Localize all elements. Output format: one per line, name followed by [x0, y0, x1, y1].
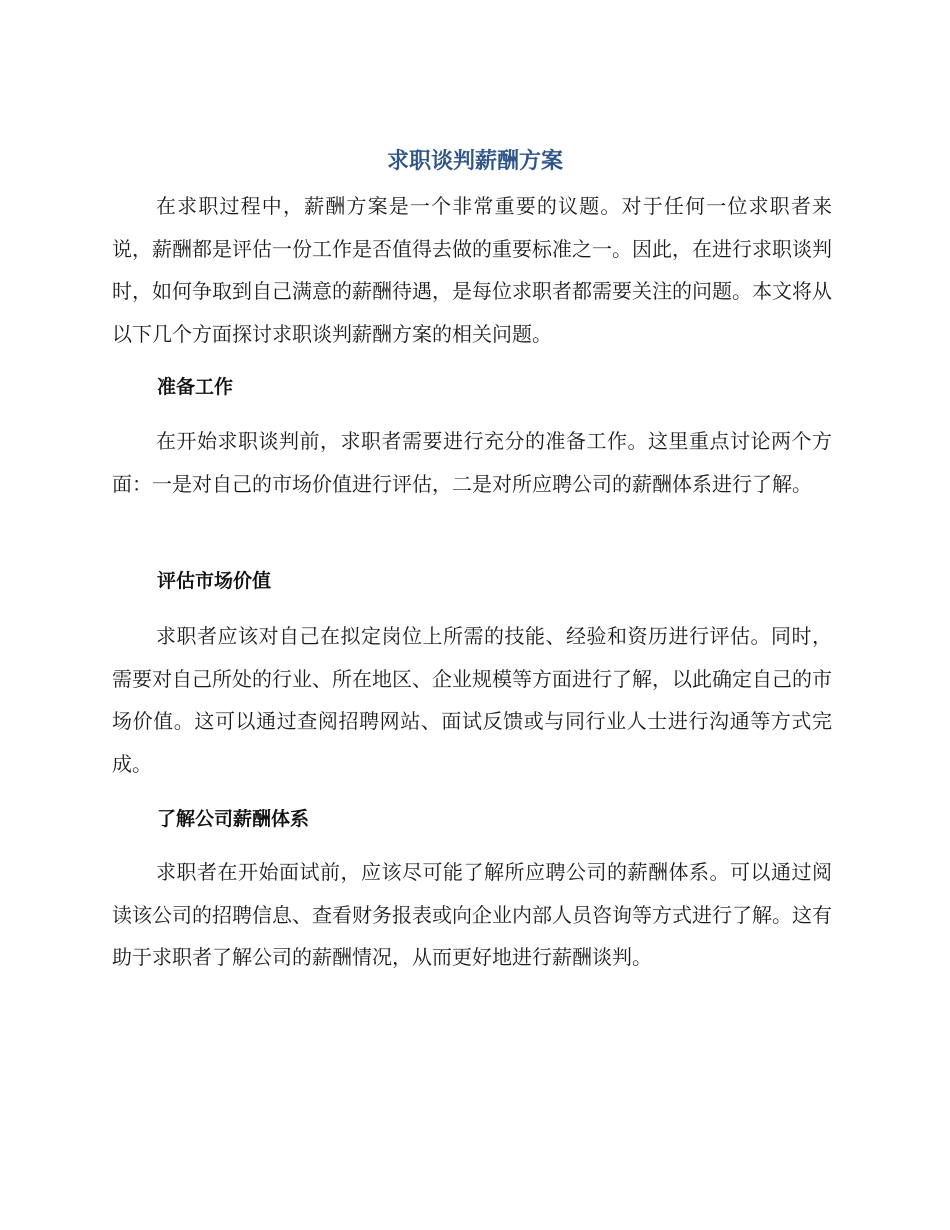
- document-title: 求职谈判薪酬方案: [386, 149, 563, 174]
- section-body-market-value: 求职者应该对自己在拟定岗位上所需的技能、经验和资历进行评估。同时，需要对自己所处的行业、所在地区、企业规模等方面进行了解，以此确定自己的市场价值。这可以通过查阅招聘网站、面试反馈或与同行业人士进行沟通等方式完成。: [112, 624, 832, 776]
- intro-paragraph: 在求职过程中，薪酬方案是一个非常重要的议题。对于任何一位求职者来说，薪酬都是评估一份工作是否值得去做的重要标准之一。因此，在进行求职谈判时，如何争取到自己满意的薪酬待遇，是每位求职者都需要关注的问题。本文将从以下几个方面探讨求职谈判薪酬方案的相关问题。: [112, 194, 832, 346]
- section-heading-preparation: 准备工作: [157, 376, 234, 398]
- section-heading-company-pay: 了解公司薪酬体系: [157, 808, 310, 830]
- section-heading-market-value: 评估市场价值: [157, 570, 272, 592]
- section-body-company-pay: 求职者在开始面试前，应该尽可能了解所应聘公司的薪酬体系。可以通过阅读该公司的招聘信息、查看财务报表或向企业内部人员咨询等方式进行了解。这有助于求职者了解公司的薪酬情况，从而更好地进行薪酬谈判。: [112, 860, 832, 969]
- section-body-preparation: 在开始求职谈判前，求职者需要进行充分的准备工作。这里重点讨论两个方面：一是对自己的市场价值进行评估，二是对所应聘公司的薪酬体系进行了解。: [112, 429, 832, 496]
